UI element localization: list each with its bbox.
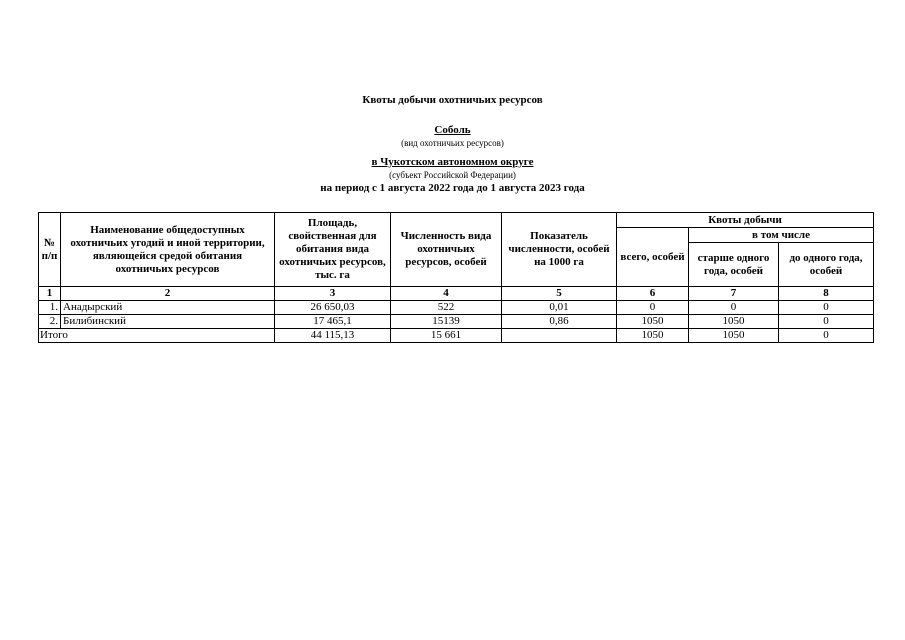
header-density: Показатель численности, особей на 1000 га (502, 213, 617, 287)
header-count: Численность вида охотничьих ресурсов, особей (391, 213, 502, 287)
column-number: 6 (617, 287, 689, 301)
row-number: 2. (39, 315, 61, 329)
row-older: 0 (689, 301, 779, 315)
column-number: 7 (689, 287, 779, 301)
totals-label: Итого (39, 329, 275, 343)
header-area: Площадь, свойственная для обитания вида охотничьих ресурсов, тыс. га (275, 213, 391, 287)
column-number: 3 (275, 287, 391, 301)
column-number: 8 (779, 287, 874, 301)
table-row (39, 301, 874, 315)
header-younger: до одного года, особей (779, 243, 874, 287)
totals-area: 44 115,13 (275, 329, 391, 343)
row-total: 1050 (617, 315, 689, 329)
totals-density (502, 329, 617, 343)
table-row (39, 315, 874, 329)
row-younger: 0 (779, 315, 874, 329)
header-older: старше одного года, особей (689, 243, 779, 287)
header-name: Наименование общедоступных охотничьих угодий и иной территории, являющейся средой обитания охотничьих ресурсов (61, 213, 275, 287)
row-name: Анадырский (61, 301, 275, 315)
region-name: в Чукотском автономном округе (371, 156, 534, 168)
column-number: 1 (39, 287, 61, 301)
totals-older: 1050 (689, 329, 779, 343)
totals-younger: 0 (779, 329, 874, 343)
totals-total: 1050 (617, 329, 689, 343)
header-including: в том числе (689, 228, 874, 243)
row-area: 26 650,03 (275, 301, 391, 315)
row-count: 15139 (391, 315, 502, 329)
header-total: всего, особей (617, 228, 689, 287)
column-number: 5 (502, 287, 617, 301)
row-total: 0 (617, 301, 689, 315)
row-density: 0,01 (502, 301, 617, 315)
document-title: Квоты добычи охотничьих ресурсов (362, 94, 543, 106)
species-name: Соболь (434, 124, 471, 136)
totals-count: 15 661 (391, 329, 502, 343)
totals-row (39, 329, 874, 343)
row-density: 0,86 (502, 315, 617, 329)
row-younger: 0 (779, 301, 874, 315)
row-count: 522 (391, 301, 502, 315)
column-number: 4 (391, 287, 502, 301)
header-num: № п/п (39, 213, 61, 287)
row-name: Билибинский (61, 315, 275, 329)
row-number: 1. (39, 301, 61, 315)
row-area: 17 465,1 (275, 315, 391, 329)
period-line: на период с 1 августа 2022 года до 1 августа 2023 года (320, 182, 585, 194)
column-number-row (39, 287, 874, 301)
species-caption: (вид охотничьих ресурсов) (401, 138, 504, 148)
region-caption: (субъект Российской Федерации) (389, 170, 516, 180)
row-older: 1050 (689, 315, 779, 329)
quota-table (38, 212, 874, 343)
column-number: 2 (61, 287, 275, 301)
header-quota: Квоты добычи (617, 213, 874, 228)
